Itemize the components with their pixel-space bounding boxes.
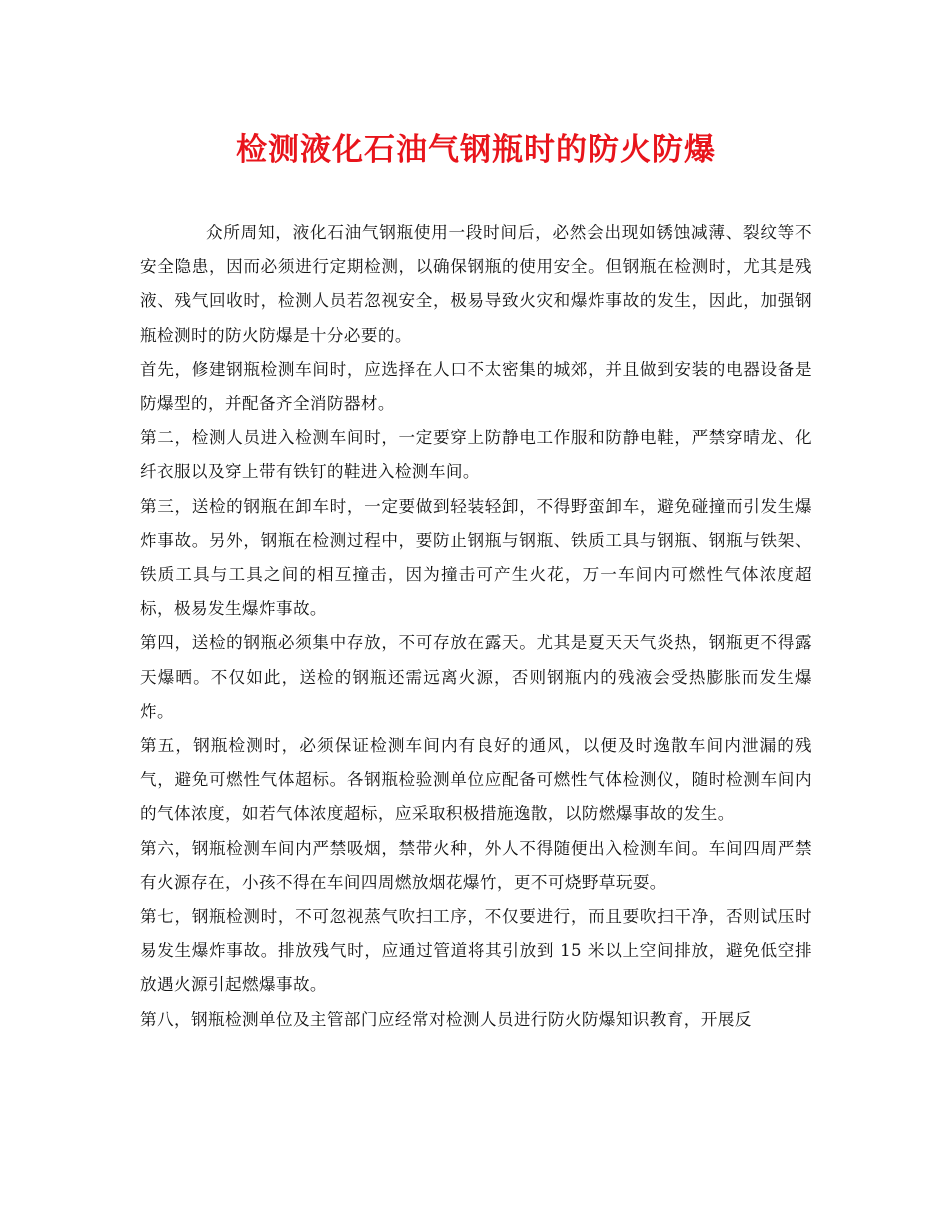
document-page — [140, 126, 812, 1037]
paragraph-3: 第三，送检的钢瓶在卸车时，一定要做到轻装轻卸，不得野蛮卸车，避免碰撞而引发生爆炸事故。另外，钢瓶在检测过程中，要防止钢瓶与钢瓶、铁质工具与钢瓶、钢瓶与铁架、铁质工具与工具之间的相互撞击，因为撞击可产生火花，万一车间内可燃性气体浓度超标，极易发生爆炸事故。 — [140, 496, 812, 619]
paragraph-6: 第六，钢瓶检测车间内严禁吸烟，禁带火种，外人不得随便出入检测车间。车间四周严禁有火源存在，小孩不得在车间四周燃放烟花爆竹，更不可烧野草玩耍。 — [140, 838, 812, 892]
paragraph-intro: 众所周知，液化石油气钢瓶使用一段时间后，必然会出现如锈蚀减薄、裂纹等不安全隐患，因而必须进行定期检测，以确保钢瓶的使用安全。但钢瓶在检测时，尤其是残液、残气回收时，检测人员若忽视安全，极易导致火灾和爆炸事故的发生，因此，加强钢瓶检测时的防火防爆是十分必要的。 — [140, 223, 812, 345]
document-body — [140, 216, 812, 1037]
paragraph-8: 第八，钢瓶检测单位及主管部门应经常对检测人员进行防火防爆知识教育，开展反 — [140, 1009, 752, 1029]
paragraph-5: 第五，钢瓶检测时，必须保证检测车间内有良好的通风，以便及时逸散车间内泄漏的残气，避免可燃性气体超标。各钢瓶检验测单位应配备可燃性气体检测仪，随时检测车间内的气体浓度，如若气体浓度超标，应采取积极措施逸散，以防燃爆事故的发生。 — [140, 736, 812, 824]
paragraph-2: 第二，检测人员进入检测车间时，一定要穿上防静电工作服和防静电鞋，严禁穿晴龙、化纤衣服以及穿上带有铁钉的鞋进入检测车间。 — [140, 428, 812, 482]
document-title: 检测液化石油气钢瓶时的防火防爆 — [236, 132, 716, 168]
paragraph-1: 首先，修建钢瓶检测车间时，应选择在人口不太密集的城郊，并且做到安装的电器设备是防爆型的，并配备齐全消防器材。 — [140, 359, 812, 414]
paragraph-4: 第四，送检的钢瓶必须集中存放，不可存放在露天。尤其是夏天天气炎热，钢瓶更不得露天爆晒。不仅如此，送检的钢瓶还需远离火源，否则钢瓶内的残液会受热膨胀而发生爆炸。 — [140, 633, 812, 721]
paragraph-7: 第七，钢瓶检测时，不可忽视蒸气吹扫工序，不仅要进行，而且要吹扫干净，否则试压时易发生爆炸事故。排放残气时，应通过管道将其引放到 15 米以上空间排放，避免低空排放遇火源引起燃爆事故。 — [140, 907, 812, 995]
